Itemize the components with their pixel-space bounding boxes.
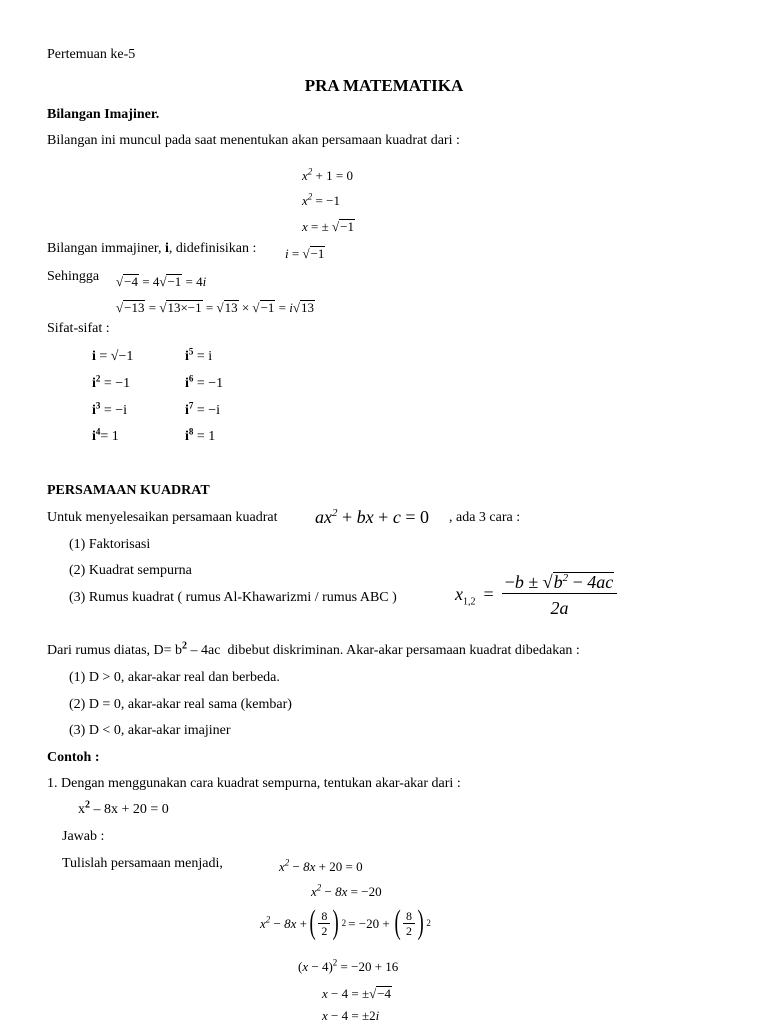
step-6: x − 4 = ±2i xyxy=(322,1008,380,1023)
example-problem: 1. Dengan menggunakan cara kuadrat sempurna, tentukan akar-akar dari : xyxy=(47,776,461,791)
equation-1: $x^2 + 1 = 0$ xyxy=(302,166,353,183)
definition-text: Bilangan immajiner, i, didefinisikan : xyxy=(47,241,257,256)
property-i3: $i^3 = -i$ xyxy=(92,400,128,418)
case-2: (2) D = 0, akar-akar real sama (kembar) xyxy=(69,697,292,712)
step-5: x − 4 = ±√−4 xyxy=(322,986,392,1001)
meeting-label: Pertemuan ke-5 xyxy=(47,47,136,62)
quadratic-general-form: $ax^2$ + bx + c = 0 xyxy=(315,507,429,527)
properties-label: Sifat-sifat : xyxy=(47,321,110,336)
quadratic-intro-tail: , ada 3 cara : xyxy=(449,510,521,525)
imaginary-intro: Bilangan ini muncul pada saat menentukan akan persamaan kuadrat dari : xyxy=(47,133,460,148)
equation-3: x = ± √−1 xyxy=(302,219,354,234)
property-i8: $i^8 = 1$ xyxy=(185,426,216,444)
case-1: (1) D > 0, akar-akar real dan berbeda. xyxy=(69,670,280,685)
example-heading: Contoh : xyxy=(47,750,100,765)
method-2: (2) Kuadrat sempurna xyxy=(69,563,192,578)
step-2: $x^2 - 8x = -20$ xyxy=(311,882,382,899)
method-3: (3) Rumus kuadrat ( rumus Al-Khawarizmi / rumus ABC ) xyxy=(69,590,397,605)
example-given: $x^2 - 8x + 20 = 0$ xyxy=(78,799,169,817)
page-title: PRA MATEMATIKA xyxy=(304,76,464,95)
example-sqrt-13: √−13 = √13×−1 = √13 × √−1 = i√13 xyxy=(116,300,315,315)
property-i2: $i^2 = -1$ xyxy=(92,373,131,391)
case-3: (3) D < 0, akar-akar imajiner xyxy=(69,723,231,738)
step-1: $x^2 - 8x + 20 = 0$ xyxy=(279,857,363,874)
property-i6: $i^6 = -1$ xyxy=(185,373,224,391)
answer-label: Jawab : xyxy=(62,829,105,844)
section-heading-imaginary: Bilangan Imajiner. xyxy=(47,107,160,122)
rewrite-text: Tulislah persamaan menjadi, xyxy=(62,856,223,871)
property-i7: $i^7 = -i$ xyxy=(185,400,221,418)
definition-equation: i = √−1 xyxy=(285,246,325,261)
property-i4: $i^4= 1$ xyxy=(92,426,119,444)
example-sqrt-4: √−4 = 4√−1 = 4i xyxy=(116,274,207,289)
step-4: $(x - 4)^2 = -20 + 16$ xyxy=(298,957,399,974)
property-i5: $i^5 = i$ xyxy=(185,346,213,364)
discriminant-text: Dari rumus diatas, $D= b^2 - 4ac$ dibebut diskriminan. Akar-akar persamaan kuadrat dibedakan : xyxy=(47,640,580,658)
sehingga-label: Sehingga xyxy=(47,269,100,284)
method-1: (1) Faktorisasi xyxy=(69,537,151,552)
equation-2: $x^2 = -1$ xyxy=(302,191,340,208)
quadratic-formula: $x_{1,2}$ = $\frac{-b \pm √b^2 - 4ac}{2a}$ xyxy=(455,572,617,617)
property-i1: i = √−1 xyxy=(92,349,134,364)
quadratic-intro: Untuk menyelesaikan persamaan kuadrat xyxy=(47,510,278,525)
section-heading-quadratic: PERSAMAAN KUADRAT xyxy=(47,483,210,498)
step-3: $x^2 - 8x$ + ( $\frac{8}{2}$ ) 2 = −20 + ( $\frac{8}{2}$ ) 2 xyxy=(260,904,431,941)
